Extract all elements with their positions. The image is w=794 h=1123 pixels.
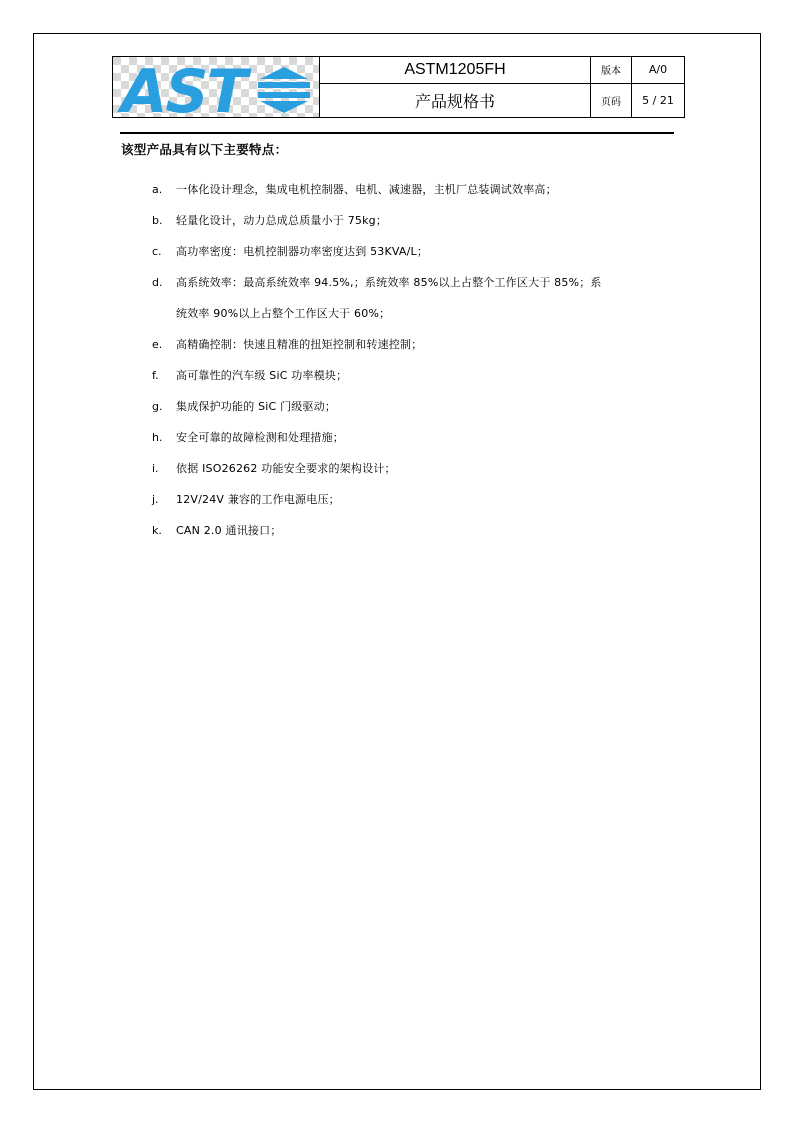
feature-item <box>121 236 681 267</box>
feature-letter: f. <box>152 369 159 382</box>
feature-text: 高精确控制：快速且精准的扭矩控制和转速控制； <box>176 338 423 351</box>
feature-letter: h. <box>152 431 163 444</box>
feature-letter: a. <box>152 183 163 196</box>
feature-letter: b. <box>152 214 163 227</box>
feature-text: 轻量化设计，动力总成总质量小于 75kg； <box>176 214 388 227</box>
doc-number: ASTM1205FH <box>320 57 591 84</box>
feature-item <box>121 267 681 298</box>
logo-cell <box>113 57 320 118</box>
feature-text-continuation: 统效率 90%以上占整个工作区大于 60%； <box>176 307 391 320</box>
page-value: 5 / 21 <box>632 83 685 117</box>
feature-text: 高功率密度：电机控制器功率密度达到 53KVA/L； <box>176 245 429 258</box>
feature-text: 高系统效率：最高系统效率 94.5%,；系统效率 85%以上占整个工作区大于 85%；系 <box>176 276 602 289</box>
feature-item <box>121 453 681 484</box>
feature-text: 安全可靠的故障检测和处理措施； <box>176 431 344 444</box>
version-label: 版本 <box>591 57 632 84</box>
doc-title: 产品规格书 <box>320 83 591 117</box>
main-content <box>121 140 681 546</box>
feature-item <box>121 422 681 453</box>
feature-item <box>121 391 681 422</box>
feature-letter: j. <box>152 493 159 506</box>
feature-text: CAN 2.0 通讯接口； <box>176 524 282 537</box>
page-label: 页码 <box>591 83 632 117</box>
feature-letter: i. <box>152 462 159 475</box>
logo-lettering: AST <box>121 57 246 117</box>
feature-text: 集成保护功能的 SiC 门级驱动； <box>176 400 337 413</box>
feature-letter: c. <box>152 245 162 258</box>
feature-item <box>121 484 681 515</box>
feature-text: 高可靠性的汽车级 SiC 功率模块； <box>176 369 348 382</box>
feature-text: 一体化设计理念，集成电机控制器、电机、减速器，主机厂总装调试效率高； <box>176 183 557 196</box>
features-intro: 该型产品具有以下主要特点： <box>121 142 288 157</box>
version-value: A/0 <box>632 57 685 84</box>
feature-item <box>121 205 681 236</box>
feature-letter: g. <box>152 400 163 413</box>
feature-letter: e. <box>152 338 163 351</box>
ast-logo <box>113 57 319 117</box>
feature-letter: k. <box>152 524 162 537</box>
feature-list <box>121 174 681 546</box>
feature-item <box>121 329 681 360</box>
feature-text: 依据 ISO26262 功能安全要求的架构设计； <box>176 462 396 475</box>
feature-item <box>121 515 681 546</box>
header-divider <box>120 132 674 134</box>
feature-letter: d. <box>152 276 163 289</box>
feature-item <box>121 360 681 391</box>
document-header-table <box>112 56 685 118</box>
feature-item-continuation <box>121 298 681 329</box>
feature-text: 12V/24V 兼容的工作电源电压； <box>176 493 340 506</box>
feature-item <box>121 174 681 205</box>
